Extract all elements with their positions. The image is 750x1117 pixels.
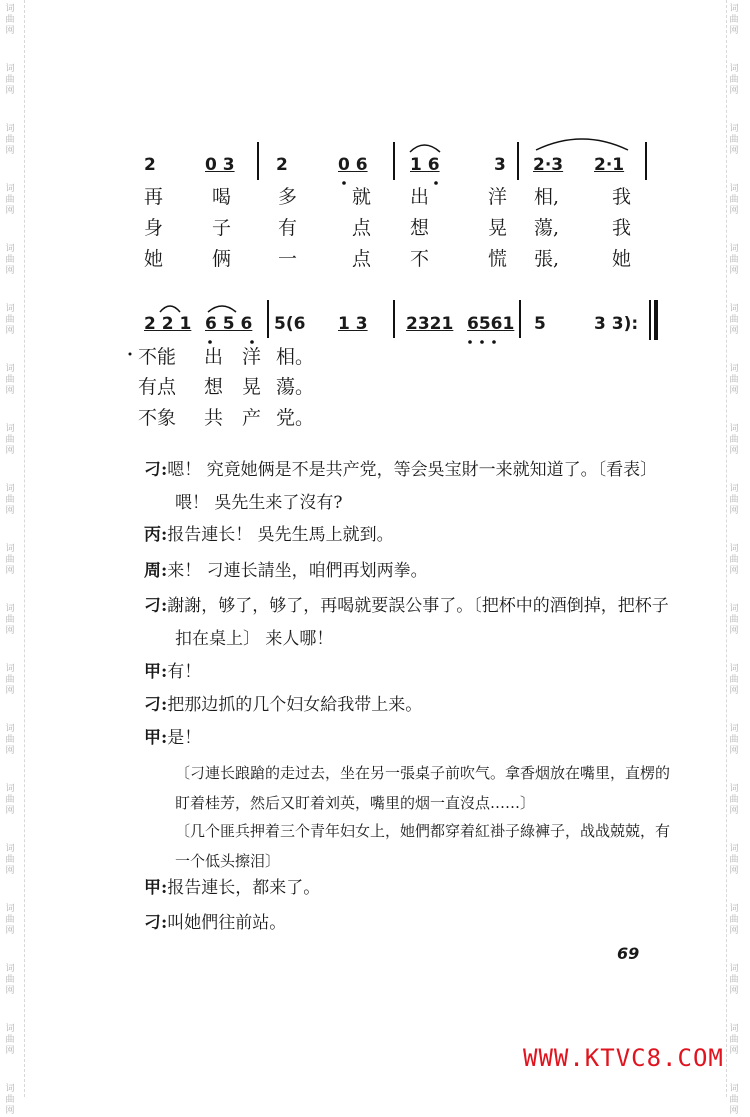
watermark-glyph-group: 词 曲 网 xyxy=(729,544,739,576)
watermark-glyph-group: 词 曲 网 xyxy=(729,424,739,456)
note-group: 0 6 xyxy=(338,155,368,175)
lyric-char: 再 xyxy=(144,186,164,208)
watermark-glyph-group: 词 曲 网 xyxy=(5,64,15,96)
lyric-char: 不象 xyxy=(138,407,177,429)
lyric-char: 不 xyxy=(410,248,430,270)
dialogue-line xyxy=(144,555,664,588)
lyric-char: 不能 xyxy=(138,346,177,368)
dialogue-line xyxy=(144,519,664,552)
octave-dot xyxy=(492,340,496,344)
dialogue-text: 叫她們往前站。 xyxy=(167,913,287,933)
speaker-label: 甲: xyxy=(144,878,168,898)
watermark-glyph-group: 词 曲 网 xyxy=(729,244,739,276)
note-group: 2 xyxy=(144,155,156,175)
note-group: 5 xyxy=(534,314,546,334)
watermark-glyph-group: 词 曲 网 xyxy=(729,784,739,816)
note-group: 2·3 xyxy=(533,155,564,175)
lyric-char: 張, xyxy=(534,248,560,270)
dialogue-text: 把那边抓的几个妇女給我带上来。 xyxy=(167,695,423,715)
lyric-char: 身 xyxy=(144,217,164,239)
watermark-glyph-group: 词 曲 网 xyxy=(5,724,15,756)
watermark-glyph-group: 词 曲 网 xyxy=(5,964,15,996)
lyric-char: 晃 xyxy=(488,217,508,239)
dialogue-line xyxy=(144,722,664,755)
watermark-glyph-group: 词 曲 网 xyxy=(5,244,15,276)
lyric-char: 蕩。 xyxy=(276,376,315,398)
watermark-glyph-group: 词 曲 网 xyxy=(729,184,739,216)
lyric-char: 相, xyxy=(534,186,560,208)
watermark-glyph-group: 词 曲 网 xyxy=(5,784,15,816)
lyric-char: 有点 xyxy=(138,376,177,398)
lyric-char: 我 xyxy=(612,217,632,239)
note-group: 3 3): xyxy=(594,314,639,334)
watermark-glyph-group: 词 曲 网 xyxy=(5,424,15,456)
lyric-char: 她 xyxy=(612,248,632,270)
lyric-char: 她 xyxy=(144,248,164,270)
watermark-glyph-group: 词 曲 网 xyxy=(5,304,15,336)
speaker-label: 甲: xyxy=(144,662,168,682)
speaker-label: 周: xyxy=(144,561,168,581)
note-group: 6561 xyxy=(467,314,515,334)
dialogue-line xyxy=(144,907,664,940)
note-group: 1 3 xyxy=(338,314,368,334)
lyric-char: 晃 xyxy=(242,376,262,398)
watermark-glyph-group: 词 曲 网 xyxy=(5,904,15,936)
speaker-label: 刁: xyxy=(144,596,168,616)
watermark-glyph-group: 词 曲 网 xyxy=(729,124,739,156)
watermark-glyph-group: 词 曲 网 xyxy=(5,364,15,396)
dialogue-line xyxy=(144,872,664,905)
note-group: 2321 xyxy=(406,314,454,334)
watermark-glyph-group: 词 曲 网 xyxy=(5,124,15,156)
lyric-char: 想 xyxy=(410,217,430,239)
lyric-char: 共 xyxy=(204,407,224,429)
watermark-glyph-group: 词 曲 网 xyxy=(729,364,739,396)
score-line-2-marks xyxy=(0,0,750,420)
watermark-glyph-group: 词 曲 网 xyxy=(5,604,15,636)
note-group: 3 xyxy=(494,155,506,175)
octave-dot xyxy=(480,340,484,344)
watermark-glyph-group: 词 曲 网 xyxy=(729,604,739,636)
page-number: 69 xyxy=(617,944,640,963)
octave-dot xyxy=(468,340,472,344)
watermark-glyph-group: 词 曲 网 xyxy=(5,844,15,876)
dialogue-line xyxy=(144,656,664,689)
dialogue-text: 报告連长！ 吳先生馬上就到。 xyxy=(167,525,394,545)
note-group: 0 3 xyxy=(205,155,235,175)
lyric-char: 相。 xyxy=(276,346,315,368)
dialogue-text: 謝謝，够了，够了，再喝就要誤公事了。〔把杯中的酒倒掉，把杯子扣在桌上〕 来人哪！ xyxy=(167,596,669,649)
watermark-glyph-group: 词 曲 网 xyxy=(729,724,739,756)
watermark-glyph-group: 词 曲 网 xyxy=(729,4,739,36)
speaker-label: 丙: xyxy=(144,525,168,545)
note-group: 5(6 xyxy=(274,314,306,334)
lyric-char: 有 xyxy=(278,217,298,239)
watermark-glyph-group: 词 曲 网 xyxy=(729,484,739,516)
lyric-char: 点 xyxy=(352,217,372,239)
lyric-char: 点 xyxy=(352,248,372,270)
watermark-glyph-group: 词 曲 网 xyxy=(729,1024,739,1056)
speaker-label: 甲: xyxy=(144,728,168,748)
watermark-glyph-group: 词 曲 网 xyxy=(5,184,15,216)
note-group: 6 5 6 xyxy=(205,314,253,334)
watermark-glyph-group: 词 曲 网 xyxy=(5,1024,15,1056)
speaker-label: 刁: xyxy=(144,460,168,480)
watermark-glyph-group: 词 曲 网 xyxy=(729,904,739,936)
lyric-char: 一 xyxy=(278,248,298,270)
lyric-char: 慌 xyxy=(488,248,508,270)
lyric-char: 蕩, xyxy=(534,217,560,239)
dot xyxy=(129,353,132,356)
dialogue-text: 嗯！ 究竟她俩是不是共产党，等会吳宝財一来就知道了。〔看表〕喂！ 吳先生来了沒有? xyxy=(167,460,658,513)
dialogue-line xyxy=(144,689,664,722)
watermark-glyph-group: 词 曲 网 xyxy=(729,844,739,876)
lyric-char: 我 xyxy=(612,186,632,208)
dialogue-line xyxy=(144,590,684,656)
watermark-glyph-group: 词 曲 网 xyxy=(729,1084,739,1116)
lyric-char: 子 xyxy=(212,217,232,239)
watermark-glyph-group: 词 曲 网 xyxy=(729,964,739,996)
dialogue-text: 有！ xyxy=(167,662,202,682)
slur xyxy=(160,306,180,312)
dialogue-text: 是！ xyxy=(167,728,202,748)
dialogue-text: 报告連长，都来了。 xyxy=(167,878,321,898)
note-group: 2·1 xyxy=(594,155,625,175)
watermark-glyph-group: 词 曲 网 xyxy=(729,664,739,696)
lyric-char: 想 xyxy=(204,376,224,398)
watermark-glyph-group: 词 曲 网 xyxy=(5,664,15,696)
watermark-glyph-group: 词 曲 网 xyxy=(5,544,15,576)
lyric-char: 产 xyxy=(242,407,262,429)
lyric-char: 喝 xyxy=(212,186,232,208)
lyric-char: 出 xyxy=(204,346,224,368)
note-group: 2 2 1 xyxy=(144,314,192,334)
watermark-glyph-group: 词 曲 网 xyxy=(729,304,739,336)
watermark-glyph-group: 词 曲 网 xyxy=(5,484,15,516)
lyric-char: 洋 xyxy=(242,346,262,368)
lyric-char: 俩 xyxy=(212,248,232,270)
lyric-char: 洋 xyxy=(488,186,508,208)
site-watermark: WWW.KTVC8.COM xyxy=(523,1044,724,1072)
slur xyxy=(208,306,236,312)
dialogue-line xyxy=(144,454,684,520)
watermark-glyph-group: 词 曲 网 xyxy=(5,4,15,36)
note-group: 1 6 xyxy=(410,155,440,175)
dialogue-text: 来！ 刁連长請坐，咱們再划两拳。 xyxy=(167,561,428,581)
lyric-char: 就 xyxy=(352,186,372,208)
watermark-glyph-group: 词 曲 网 xyxy=(5,1084,15,1116)
stage-direction: 〔刁連长踉蹌的走过去，坐在另一張桌子前吹气。拿香烟放在嘴里，直楞的盯着桂芳，然后又盯着刘英，嘴里的烟一直沒点……〕 xyxy=(175,764,671,812)
speaker-label: 刁: xyxy=(144,695,168,715)
note-group: 2 xyxy=(276,155,288,175)
lyric-char: 多 xyxy=(278,186,298,208)
speaker-label: 刁: xyxy=(144,913,168,933)
watermark-glyph-group: 词 曲 网 xyxy=(729,64,739,96)
lyric-char: 党。 xyxy=(276,407,315,429)
stage-direction: 〔几个匪兵押着三个青年妇女上，她們都穿着紅褂子綠褲子，战战兢兢，有一个低头擦泪〕 xyxy=(175,822,671,870)
lyric-char: 出 xyxy=(410,186,430,208)
